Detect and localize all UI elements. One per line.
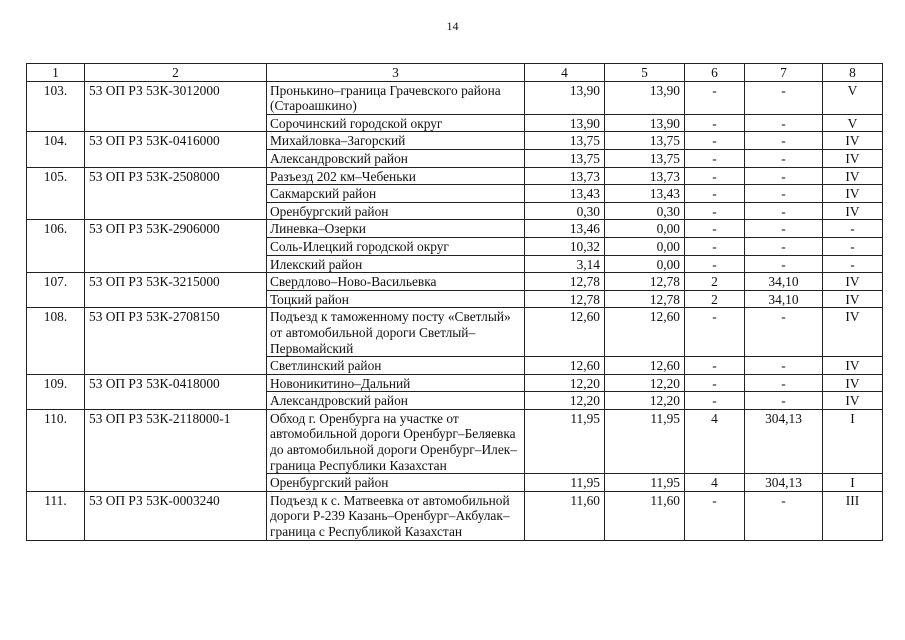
road-code-cell: 53 ОП РЗ 53К-0418000 — [85, 374, 267, 409]
length-cell: 11,95 — [525, 474, 605, 492]
table-row — [27, 81, 883, 114]
length-cell: 11,95 — [605, 474, 685, 492]
row-number-cell: 104. — [27, 132, 85, 167]
lanes-cell: - — [685, 132, 745, 150]
area-cell: 34,10 — [745, 290, 823, 308]
table-row — [27, 132, 883, 150]
area-cell: - — [745, 220, 823, 238]
lanes-cell: - — [685, 185, 745, 203]
road-code-cell: 53 ОП РЗ 53К-2708150 — [85, 308, 267, 374]
area-cell: - — [745, 491, 823, 540]
row-number-cell: 103. — [27, 81, 85, 132]
lanes-cell: - — [685, 220, 745, 238]
header-row — [27, 64, 883, 82]
category-cell: IV — [823, 167, 883, 185]
category-cell: I — [823, 474, 883, 492]
road-name-cell: Свердлово–Ново-Васильевка — [267, 273, 525, 291]
area-cell: - — [745, 255, 823, 273]
length-cell: 13,75 — [525, 149, 605, 167]
table-row — [27, 374, 883, 392]
length-cell: 12,20 — [605, 374, 685, 392]
road-name-cell: Тоцкий район — [267, 290, 525, 308]
road-code-cell: 53 ОП РЗ 53К-3012000 — [85, 81, 267, 132]
area-cell: 304,13 — [745, 409, 823, 473]
length-cell: 11,60 — [605, 491, 685, 540]
length-cell: 12,78 — [525, 273, 605, 291]
road-code-cell: 53 ОП РЗ 53К-0416000 — [85, 132, 267, 167]
lanes-cell: - — [685, 149, 745, 167]
table-row — [27, 273, 883, 291]
road-name-cell: Михайловка–Загорский — [267, 132, 525, 150]
road-name-cell: Александровский район — [267, 149, 525, 167]
area-cell: - — [745, 308, 823, 357]
area-cell: 34,10 — [745, 273, 823, 291]
lanes-cell: - — [685, 357, 745, 375]
road-name-cell: Обход г. Оренбурга на участке от автомобильной дороги Оренбург–Беляевка до автомобильной дороги Оренбург–Илек–граница Республики Казахстан — [267, 409, 525, 473]
area-cell: - — [745, 81, 823, 114]
length-cell: 3,14 — [525, 255, 605, 273]
category-cell: V — [823, 114, 883, 132]
road-name-cell: Подъезд к таможенному посту «Светлый» от автомобильной дороги Светлый–Первомайский — [267, 308, 525, 357]
length-cell: 12,60 — [605, 308, 685, 357]
road-name-cell: Линевка–Озерки — [267, 220, 525, 238]
table-row — [27, 491, 883, 540]
road-code-cell: 53 ОП РЗ 53К-0003240 — [85, 491, 267, 540]
row-number-cell: 110. — [27, 409, 85, 491]
lanes-cell: - — [685, 81, 745, 114]
category-cell: V — [823, 81, 883, 114]
table-row — [27, 167, 883, 185]
category-cell: IV — [823, 357, 883, 375]
category-cell: IV — [823, 308, 883, 357]
row-number-cell: 107. — [27, 273, 85, 308]
length-cell: 13,90 — [605, 81, 685, 114]
length-cell: 13,75 — [605, 132, 685, 150]
road-name-cell: Сорочинский городской округ — [267, 114, 525, 132]
area-cell: - — [745, 132, 823, 150]
row-number-cell: 108. — [27, 308, 85, 374]
road-code-cell: 53 ОП РЗ 53К-2118000-1 — [85, 409, 267, 491]
length-cell: 13,73 — [525, 167, 605, 185]
lanes-cell: - — [685, 308, 745, 357]
roads-table — [26, 63, 883, 541]
area-cell: - — [745, 167, 823, 185]
length-cell: 12,60 — [525, 357, 605, 375]
header-cell: 3 — [267, 64, 525, 82]
header-cell: 7 — [745, 64, 823, 82]
area-cell: - — [745, 357, 823, 375]
road-name-cell: Илекский район — [267, 255, 525, 273]
lanes-cell: - — [685, 392, 745, 410]
length-cell: 0,00 — [605, 220, 685, 238]
road-name-cell: Соль-Илецкий городской округ — [267, 237, 525, 255]
lanes-cell: - — [685, 202, 745, 220]
area-cell: - — [745, 202, 823, 220]
area-cell: - — [745, 149, 823, 167]
table-row — [27, 308, 883, 357]
row-number-cell: 105. — [27, 167, 85, 220]
road-name-cell: Разъезд 202 км–Чебеньки — [267, 167, 525, 185]
road-code-cell: 53 ОП РЗ 53К-3215000 — [85, 273, 267, 308]
length-cell: 12,60 — [525, 308, 605, 357]
lanes-cell: - — [685, 374, 745, 392]
length-cell: 13,43 — [605, 185, 685, 203]
category-cell: IV — [823, 185, 883, 203]
area-cell: - — [745, 185, 823, 203]
length-cell: 13,90 — [605, 114, 685, 132]
lanes-cell: 2 — [685, 273, 745, 291]
length-cell: 0,00 — [605, 237, 685, 255]
area-cell: - — [745, 237, 823, 255]
length-cell: 11,95 — [525, 409, 605, 473]
length-cell: 12,60 — [605, 357, 685, 375]
lanes-cell: 4 — [685, 409, 745, 473]
category-cell: IV — [823, 202, 883, 220]
header-cell: 1 — [27, 64, 85, 82]
category-cell: IV — [823, 132, 883, 150]
lanes-cell: - — [685, 237, 745, 255]
lanes-cell: - — [685, 491, 745, 540]
length-cell: 12,78 — [605, 290, 685, 308]
length-cell: 13,75 — [525, 132, 605, 150]
row-number-cell: 106. — [27, 220, 85, 273]
area-cell: - — [745, 114, 823, 132]
header-cell: 5 — [605, 64, 685, 82]
road-name-cell: Подъезд к с. Матвеевка от автомобильной дороги Р-239 Казань–Оренбург–Акбулак–граница с Республикой Казахстан — [267, 491, 525, 540]
length-cell: 12,20 — [525, 392, 605, 410]
road-name-cell: Оренбургский район — [267, 474, 525, 492]
length-cell: 11,95 — [605, 409, 685, 473]
category-cell: IV — [823, 392, 883, 410]
table-body — [27, 64, 883, 541]
length-cell: 11,60 — [525, 491, 605, 540]
header-cell: 6 — [685, 64, 745, 82]
lanes-cell: - — [685, 255, 745, 273]
category-cell: - — [823, 220, 883, 238]
length-cell: 12,20 — [525, 374, 605, 392]
length-cell: 13,90 — [525, 81, 605, 114]
road-name-cell: Сакмарский район — [267, 185, 525, 203]
road-name-cell: Пронькино–граница Грачевского района (Староашкино) — [267, 81, 525, 114]
category-cell: IV — [823, 374, 883, 392]
category-cell: IV — [823, 273, 883, 291]
header-cell: 8 — [823, 64, 883, 82]
category-cell: III — [823, 491, 883, 540]
table-row — [27, 409, 883, 473]
road-name-cell: Светлинский район — [267, 357, 525, 375]
lanes-cell: - — [685, 114, 745, 132]
length-cell: 10,32 — [525, 237, 605, 255]
length-cell: 13,46 — [525, 220, 605, 238]
area-cell: - — [745, 374, 823, 392]
category-cell: I — [823, 409, 883, 473]
category-cell: - — [823, 237, 883, 255]
row-number-cell: 111. — [27, 491, 85, 540]
length-cell: 0,00 — [605, 255, 685, 273]
length-cell: 0,30 — [605, 202, 685, 220]
road-name-cell: Новоникитино–Дальний — [267, 374, 525, 392]
road-code-cell: 53 ОП РЗ 53К-2906000 — [85, 220, 267, 273]
category-cell: IV — [823, 290, 883, 308]
row-number-cell: 109. — [27, 374, 85, 409]
lanes-cell: - — [685, 167, 745, 185]
lanes-cell: 4 — [685, 474, 745, 492]
length-cell: 12,20 — [605, 392, 685, 410]
length-cell: 12,78 — [605, 273, 685, 291]
length-cell: 13,90 — [525, 114, 605, 132]
road-code-cell: 53 ОП РЗ 53К-2508000 — [85, 167, 267, 220]
length-cell: 13,75 — [605, 149, 685, 167]
length-cell: 0,30 — [525, 202, 605, 220]
lanes-cell: 2 — [685, 290, 745, 308]
length-cell: 13,43 — [525, 185, 605, 203]
header-cell: 2 — [85, 64, 267, 82]
table-row — [27, 220, 883, 238]
category-cell: - — [823, 255, 883, 273]
area-cell: - — [745, 392, 823, 410]
header-cell: 4 — [525, 64, 605, 82]
area-cell: 304,13 — [745, 474, 823, 492]
page-number: 14 — [446, 19, 459, 33]
length-cell: 13,73 — [605, 167, 685, 185]
road-name-cell: Оренбургский район — [267, 202, 525, 220]
road-name-cell: Александровский район — [267, 392, 525, 410]
length-cell: 12,78 — [525, 290, 605, 308]
category-cell: IV — [823, 149, 883, 167]
